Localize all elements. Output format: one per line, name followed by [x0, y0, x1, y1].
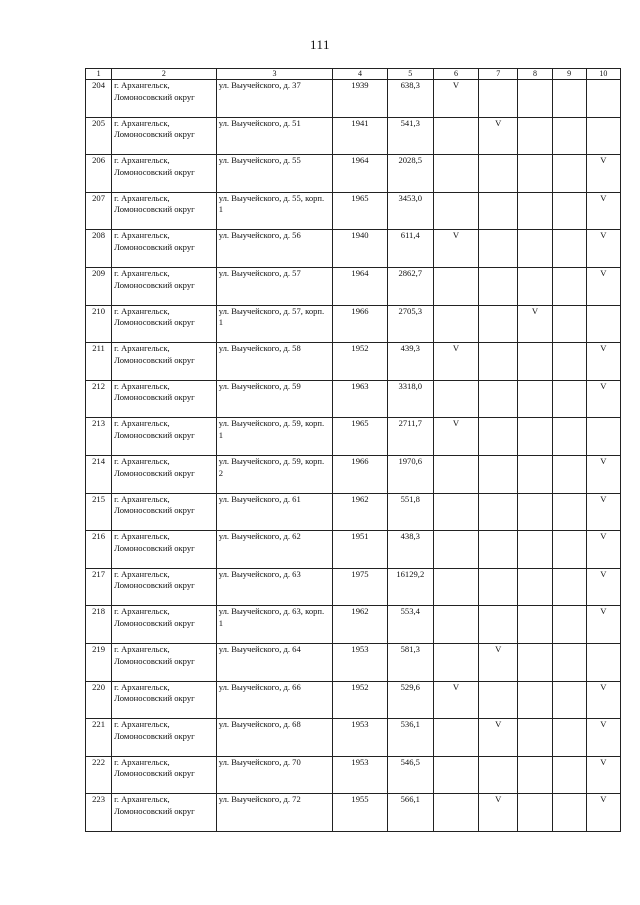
col8-mark-cell: [518, 531, 552, 569]
col6-mark-cell: [433, 192, 478, 230]
locality-cell: г. Архангельск, Ломоносовский округ: [112, 643, 217, 681]
address-cell: ул. Выучейского, д. 64: [216, 643, 333, 681]
col10-mark-cell: [586, 418, 620, 456]
col10-mark-cell: V: [586, 606, 620, 644]
col8-mark-cell: [518, 80, 552, 118]
table-row: [86, 643, 621, 681]
area-cell: 3453,0: [387, 192, 433, 230]
col6-mark-cell: [433, 794, 478, 832]
table-row: [86, 568, 621, 606]
col6-mark-cell: [433, 568, 478, 606]
col10-mark-cell: V: [586, 568, 620, 606]
col9-mark-cell: [552, 681, 586, 719]
column-header: 1: [86, 69, 112, 80]
col10-mark-cell: V: [586, 493, 620, 531]
col9-mark-cell: [552, 192, 586, 230]
table-row: [86, 267, 621, 305]
col7-mark-cell: [479, 380, 518, 418]
address-cell: ул. Выучейского, д. 37: [216, 80, 333, 118]
address-cell: ул. Выучейского, д. 51: [216, 117, 333, 155]
row-number: 207: [86, 192, 112, 230]
area-cell: 1970,6: [387, 455, 433, 493]
year-built-cell: 1953: [333, 719, 387, 757]
col7-mark-cell: [479, 568, 518, 606]
col8-mark-cell: [518, 643, 552, 681]
col6-mark-cell: V: [433, 80, 478, 118]
row-number: 222: [86, 756, 112, 794]
table-row: [86, 117, 621, 155]
locality-cell: г. Архангельск, Ломоносовский округ: [112, 531, 217, 569]
row-number: 216: [86, 531, 112, 569]
col9-mark-cell: [552, 80, 586, 118]
year-built-cell: 1941: [333, 117, 387, 155]
row-number: 217: [86, 568, 112, 606]
area-cell: 553,4: [387, 606, 433, 644]
locality-cell: г. Архангельск, Ломоносовский округ: [112, 230, 217, 268]
col10-mark-cell: V: [586, 455, 620, 493]
col6-mark-cell: V: [433, 343, 478, 381]
col10-mark-cell: [586, 80, 620, 118]
address-cell: ул. Выучейского, д. 59, корп. 2: [216, 455, 333, 493]
row-number: 206: [86, 155, 112, 193]
col6-mark-cell: [433, 493, 478, 531]
area-cell: 529,6: [387, 681, 433, 719]
col9-mark-cell: [552, 117, 586, 155]
table-row: [86, 80, 621, 118]
column-header: 2: [112, 69, 217, 80]
col7-mark-cell: [479, 230, 518, 268]
col8-mark-cell: [518, 719, 552, 757]
row-number: 209: [86, 267, 112, 305]
locality-cell: г. Архангельск, Ломоносовский округ: [112, 380, 217, 418]
row-number: 208: [86, 230, 112, 268]
locality-cell: г. Архангельск, Ломоносовский округ: [112, 305, 217, 343]
col8-mark-cell: [518, 155, 552, 193]
year-built-cell: 1965: [333, 192, 387, 230]
col9-mark-cell: [552, 380, 586, 418]
col8-mark-cell: [518, 568, 552, 606]
locality-cell: г. Архангельск, Ломоносовский округ: [112, 343, 217, 381]
row-number: 212: [86, 380, 112, 418]
row-number: 220: [86, 681, 112, 719]
col9-mark-cell: [552, 267, 586, 305]
col9-mark-cell: [552, 719, 586, 757]
col7-mark-cell: V: [479, 794, 518, 832]
address-cell: ул. Выучейского, д. 56: [216, 230, 333, 268]
col10-mark-cell: V: [586, 267, 620, 305]
row-number: 218: [86, 606, 112, 644]
col9-mark-cell: [552, 493, 586, 531]
row-number: 205: [86, 117, 112, 155]
address-cell: ул. Выучейского, д. 72: [216, 794, 333, 832]
col9-mark-cell: [552, 794, 586, 832]
year-built-cell: 1939: [333, 80, 387, 118]
area-cell: 581,3: [387, 643, 433, 681]
col8-mark-cell: [518, 455, 552, 493]
address-cell: ул. Выучейского, д. 63, корп. 1: [216, 606, 333, 644]
col10-mark-cell: [586, 305, 620, 343]
year-built-cell: 1964: [333, 267, 387, 305]
year-built-cell: 1964: [333, 155, 387, 193]
col6-mark-cell: [433, 531, 478, 569]
row-number: 214: [86, 455, 112, 493]
area-cell: 2862,7: [387, 267, 433, 305]
column-header: 4: [333, 69, 387, 80]
col8-mark-cell: [518, 267, 552, 305]
col8-mark-cell: [518, 606, 552, 644]
housing-register-table: [85, 68, 621, 832]
col10-mark-cell: V: [586, 681, 620, 719]
col9-mark-cell: [552, 455, 586, 493]
col10-mark-cell: V: [586, 230, 620, 268]
locality-cell: г. Архангельск, Ломоносовский округ: [112, 117, 217, 155]
table-row: [86, 418, 621, 456]
col10-mark-cell: V: [586, 380, 620, 418]
address-cell: ул. Выучейского, д. 62: [216, 531, 333, 569]
col6-mark-cell: [433, 756, 478, 794]
col8-mark-cell: V: [518, 305, 552, 343]
col7-mark-cell: [479, 305, 518, 343]
col7-mark-cell: [479, 681, 518, 719]
row-number: 204: [86, 80, 112, 118]
address-cell: ул. Выучейского, д. 55, корп. 1: [216, 192, 333, 230]
col9-mark-cell: [552, 756, 586, 794]
area-cell: 546,5: [387, 756, 433, 794]
col7-mark-cell: [479, 756, 518, 794]
table-row: [86, 230, 621, 268]
col6-mark-cell: [433, 719, 478, 757]
year-built-cell: 1955: [333, 794, 387, 832]
column-header: 8: [518, 69, 552, 80]
col9-mark-cell: [552, 531, 586, 569]
row-number: 223: [86, 794, 112, 832]
locality-cell: г. Архангельск, Ломоносовский округ: [112, 493, 217, 531]
col8-mark-cell: [518, 756, 552, 794]
col8-mark-cell: [518, 794, 552, 832]
locality-cell: г. Архангельск, Ломоносовский округ: [112, 719, 217, 757]
row-number: 221: [86, 719, 112, 757]
col10-mark-cell: V: [586, 756, 620, 794]
address-cell: ул. Выучейского, д. 68: [216, 719, 333, 757]
locality-cell: г. Архангельск, Ломоносовский округ: [112, 606, 217, 644]
locality-cell: г. Архангельск, Ломоносовский округ: [112, 267, 217, 305]
year-built-cell: 1952: [333, 343, 387, 381]
area-cell: 566,1: [387, 794, 433, 832]
locality-cell: г. Архангельск, Ломоносовский округ: [112, 794, 217, 832]
year-built-cell: 1953: [333, 756, 387, 794]
area-cell: 611,4: [387, 230, 433, 268]
year-built-cell: 1962: [333, 493, 387, 531]
year-built-cell: 1953: [333, 643, 387, 681]
year-built-cell: 1965: [333, 418, 387, 456]
address-cell: ул. Выучейского, д. 59, корп. 1: [216, 418, 333, 456]
col7-mark-cell: [479, 493, 518, 531]
area-cell: 439,3: [387, 343, 433, 381]
col6-mark-cell: [433, 380, 478, 418]
area-cell: 2705,3: [387, 305, 433, 343]
col8-mark-cell: [518, 418, 552, 456]
col7-mark-cell: V: [479, 719, 518, 757]
area-cell: 16129,2: [387, 568, 433, 606]
col8-mark-cell: [518, 380, 552, 418]
table-row: [86, 681, 621, 719]
page-number: 111: [309, 37, 331, 52]
locality-cell: г. Архангельск, Ломоносовский округ: [112, 192, 217, 230]
row-number: 213: [86, 418, 112, 456]
column-header: 3: [216, 69, 333, 80]
area-cell: 2711,7: [387, 418, 433, 456]
area-cell: 438,3: [387, 531, 433, 569]
table-row: [86, 305, 621, 343]
col9-mark-cell: [552, 230, 586, 268]
col7-mark-cell: [479, 455, 518, 493]
col6-mark-cell: V: [433, 418, 478, 456]
area-cell: 536,1: [387, 719, 433, 757]
col10-mark-cell: V: [586, 794, 620, 832]
col7-mark-cell: [479, 343, 518, 381]
row-number: 210: [86, 305, 112, 343]
year-built-cell: 1966: [333, 305, 387, 343]
col9-mark-cell: [552, 643, 586, 681]
col9-mark-cell: [552, 418, 586, 456]
col8-mark-cell: [518, 117, 552, 155]
table-row: [86, 455, 621, 493]
year-built-cell: 1963: [333, 380, 387, 418]
col7-mark-cell: [479, 155, 518, 193]
col9-mark-cell: [552, 343, 586, 381]
row-number: 211: [86, 343, 112, 381]
address-cell: ул. Выучейского, д. 55: [216, 155, 333, 193]
year-built-cell: 1966: [333, 455, 387, 493]
row-number: 215: [86, 493, 112, 531]
col9-mark-cell: [552, 568, 586, 606]
col10-mark-cell: [586, 643, 620, 681]
address-cell: ул. Выучейского, д. 57, корп. 1: [216, 305, 333, 343]
col6-mark-cell: [433, 305, 478, 343]
col10-mark-cell: V: [586, 155, 620, 193]
locality-cell: г. Архангельск, Ломоносовский округ: [112, 418, 217, 456]
col7-mark-cell: V: [479, 643, 518, 681]
year-built-cell: 1962: [333, 606, 387, 644]
area-cell: 541,3: [387, 117, 433, 155]
row-number: 219: [86, 643, 112, 681]
col10-mark-cell: V: [586, 719, 620, 757]
col7-mark-cell: [479, 192, 518, 230]
table-row: [86, 719, 621, 757]
col6-mark-cell: V: [433, 681, 478, 719]
col6-mark-cell: [433, 267, 478, 305]
locality-cell: г. Архангельск, Ломоносовский округ: [112, 681, 217, 719]
col7-mark-cell: [479, 531, 518, 569]
locality-cell: г. Архангельск, Ломоносовский округ: [112, 455, 217, 493]
col6-mark-cell: [433, 643, 478, 681]
area-cell: 551,8: [387, 493, 433, 531]
col8-mark-cell: [518, 230, 552, 268]
col7-mark-cell: [479, 606, 518, 644]
column-header: 6: [433, 69, 478, 80]
column-header: 9: [552, 69, 586, 80]
col7-mark-cell: [479, 418, 518, 456]
area-cell: 2028,5: [387, 155, 433, 193]
col6-mark-cell: [433, 117, 478, 155]
col8-mark-cell: [518, 343, 552, 381]
column-number-row: [86, 69, 621, 80]
col7-mark-cell: V: [479, 117, 518, 155]
col10-mark-cell: V: [586, 531, 620, 569]
col8-mark-cell: [518, 192, 552, 230]
col6-mark-cell: [433, 155, 478, 193]
table-row: [86, 794, 621, 832]
year-built-cell: 1952: [333, 681, 387, 719]
table-row: [86, 192, 621, 230]
locality-cell: г. Архангельск, Ломоносовский округ: [112, 756, 217, 794]
locality-cell: г. Архангельск, Ломоносовский округ: [112, 568, 217, 606]
address-cell: ул. Выучейского, д. 58: [216, 343, 333, 381]
locality-cell: г. Архангельск, Ломоносовский округ: [112, 80, 217, 118]
locality-cell: г. Архангельск, Ломоносовский округ: [112, 155, 217, 193]
area-cell: 3318,0: [387, 380, 433, 418]
area-cell: 638,3: [387, 80, 433, 118]
column-header: 10: [586, 69, 620, 80]
col8-mark-cell: [518, 681, 552, 719]
col10-mark-cell: V: [586, 343, 620, 381]
col7-mark-cell: [479, 80, 518, 118]
col6-mark-cell: [433, 455, 478, 493]
address-cell: ул. Выучейского, д. 61: [216, 493, 333, 531]
col6-mark-cell: V: [433, 230, 478, 268]
address-cell: ул. Выучейского, д. 63: [216, 568, 333, 606]
address-cell: ул. Выучейского, д. 57: [216, 267, 333, 305]
table-row: [86, 531, 621, 569]
table-row: [86, 756, 621, 794]
col10-mark-cell: [586, 117, 620, 155]
address-cell: ул. Выучейского, д. 59: [216, 380, 333, 418]
col10-mark-cell: V: [586, 192, 620, 230]
year-built-cell: 1940: [333, 230, 387, 268]
col9-mark-cell: [552, 606, 586, 644]
column-header: 7: [479, 69, 518, 80]
year-built-cell: 1951: [333, 531, 387, 569]
column-header: 5: [387, 69, 433, 80]
table-row: [86, 155, 621, 193]
address-cell: ул. Выучейского, д. 70: [216, 756, 333, 794]
col9-mark-cell: [552, 305, 586, 343]
address-cell: ул. Выучейского, д. 66: [216, 681, 333, 719]
col6-mark-cell: [433, 606, 478, 644]
table-row: [86, 606, 621, 644]
col8-mark-cell: [518, 493, 552, 531]
table-row: [86, 493, 621, 531]
table-row: [86, 380, 621, 418]
table-body: [86, 80, 621, 832]
col7-mark-cell: [479, 267, 518, 305]
year-built-cell: 1975: [333, 568, 387, 606]
col9-mark-cell: [552, 155, 586, 193]
table-row: [86, 343, 621, 381]
